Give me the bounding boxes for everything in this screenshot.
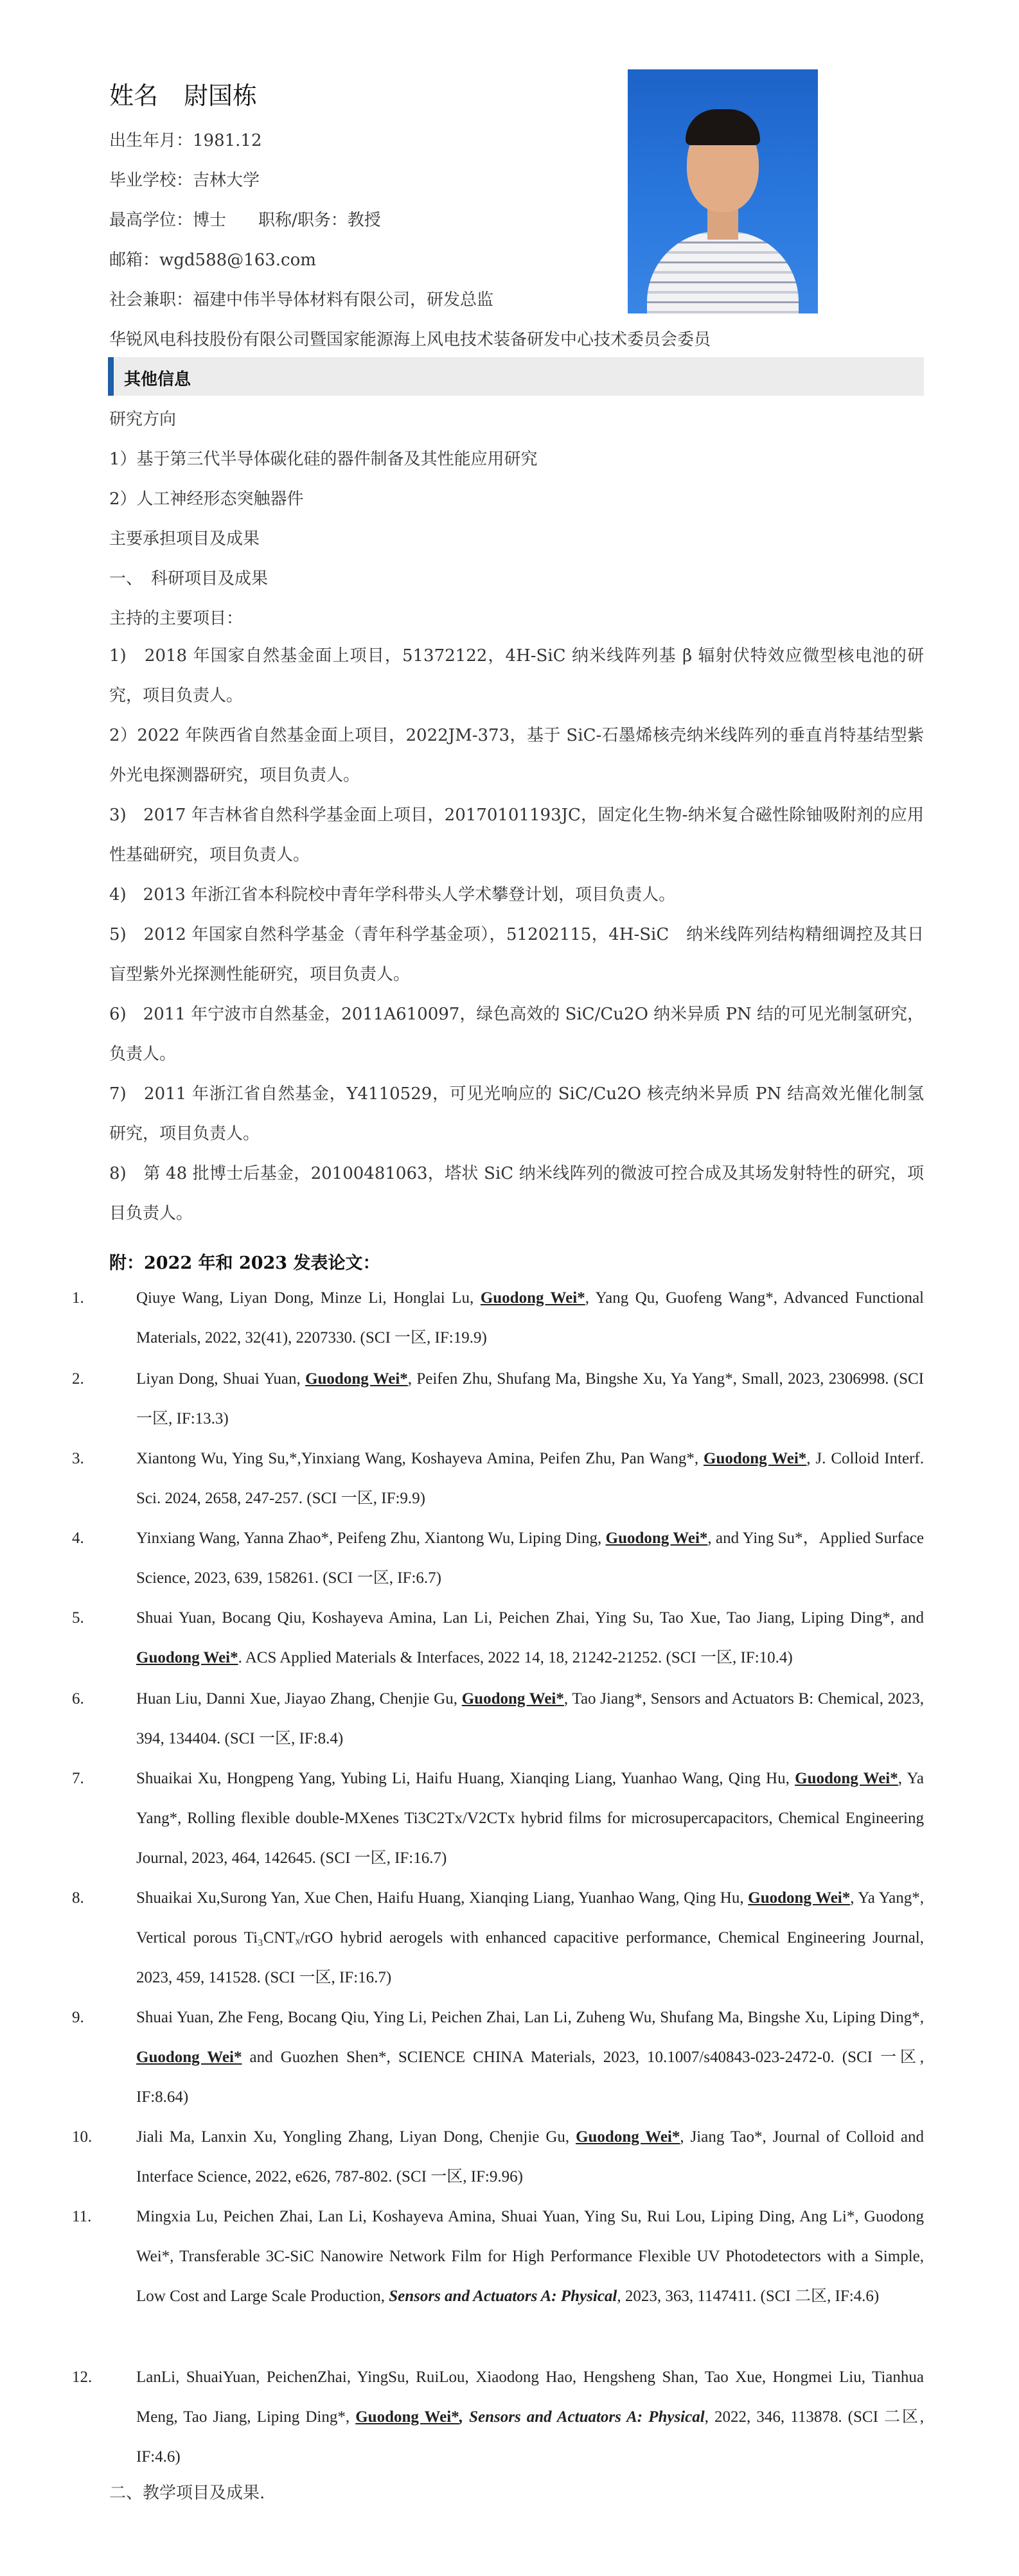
research-item-1: 1）基于第三代半导体碳化硅的器件制备及其性能应用研究 <box>109 450 538 469</box>
school: 毕业学校：吉林大学 <box>109 171 260 190</box>
highlighted-author: Guodong Wei* <box>305 1370 408 1388</box>
publication-journal: , Sensors and Actuators A: Physical <box>459 2408 705 2426</box>
publication-number: 2. <box>72 1370 84 1388</box>
publication-text <box>136 1998 924 2117</box>
publication-authors: Jiali Ma, Lanxin Xu, Yongling Zhang, Liyan Dong, Chenjie Gu, <box>136 2128 576 2146</box>
publication-text <box>136 2197 924 2316</box>
project-item: 4) 2013 年浙江省本科院校中青年学科带头人学术攀登计划，项目负责人。 <box>109 885 676 904</box>
publication-number: 9. <box>72 2009 84 2026</box>
publication-number: 7. <box>72 1770 84 1787</box>
section-header <box>108 357 924 396</box>
publication-authors: Mingxia Lu, Peichen Zhai, Lan Li, Koshayeva Amina, Shuai Yuan, Ying Su, Rui Lou, Liping Ding, Ang Li*, Guodong Wei*, Transferable 3C-SiC Nanowire Network Film for High Performance Flexible UV Photodetectors with a Simple, Low Cost and Large Scale Production, <box>136 2208 924 2305</box>
publication-journal: Sensors and Actuators A: Physical <box>389 2288 617 2305</box>
highlighted-author: Guodong Wei* <box>480 1289 585 1307</box>
publication-details: , Ya Yang*, Vertical porous Ti₃CNTₓ/rGO hybrid aerogels with enhanced capacitive performance, Chemical Engineering Journal, 2023, 459, 141528. (SCI 一区, IF:16.7) <box>136 1889 924 1986</box>
publication-number: 10. <box>72 2128 93 2146</box>
publication-text <box>136 1359 924 1439</box>
job-title: 职称/职务：教授 <box>258 211 381 230</box>
publication-text <box>136 1759 924 1878</box>
profile-photo <box>628 69 818 313</box>
publication-details: , Yang Qu, Guofeng Wang*, Advanced Functional Materials, 2022, 32(41), 2207330. (SCI 一区, IF:19.9) <box>136 1289 925 1346</box>
project-item: 7) 2011 年浙江省自然基金，Y4110529，可见光响应的 SiC/Cu2O 核壳纳米异质 PN 结高效光催化制氢研究，项目负责人。 <box>109 1084 924 1143</box>
highlighted-author: Guodong Wei* <box>136 2049 242 2066</box>
highlighted-author: Guodong Wei* <box>605 1530 708 1547</box>
papers-heading: 附：2022 年和 2023 发表论文： <box>109 1253 380 1273</box>
publication-text <box>136 2358 924 2477</box>
publication-details: , Tao Jiang*, Sensors and Actuators B: Chemical, 2023, 394, 134404. (SCI 一区, IF:8.4) <box>136 1690 924 1747</box>
publication-number: 8. <box>72 1889 84 1907</box>
highlighted-author: Guodong Wei* <box>355 2408 459 2426</box>
degree: 最高学位：博士 <box>109 211 227 230</box>
publication-text <box>136 1439 924 1519</box>
publication-number: 5. <box>72 1609 84 1627</box>
social-role-1: 社会兼职：福建中伟半导体材料有限公司，研发总监 <box>109 290 494 310</box>
person-name: 尉国栋 <box>184 82 258 110</box>
publication-authors: Shuai Yuan, Bocang Qiu, Koshayeva Amina, Lan Li, Peichen Zhai, Ying Su, Tao Xue, Tao Jiang, Liping Ding*, and <box>136 1609 924 1627</box>
host-heading: 主持的主要项目： <box>109 609 244 628</box>
projects-heading: 主要承担项目及成果 <box>109 529 260 549</box>
social-role-2: 华锐风电科技股份有限公司暨国家能源海上风电技术装备研发中心技术委员会委员 <box>109 330 711 349</box>
publication-details: , J. Colloid Interf. Sci. 2024, 2658, 247-257. (SCI 一区, IF:9.9) <box>136 1450 925 1507</box>
highlighted-author: Guodong Wei* <box>748 1889 851 1907</box>
birth-date: 出生年月：1981.12 <box>109 131 262 150</box>
highlighted-author: Guodong Wei* <box>704 1450 807 1467</box>
research-item-2: 2）人工神经形态突触器件 <box>109 490 304 509</box>
project-item: 5) 2012 年国家自然科学基金（青年科学基金项），51202115，4H-SiC 纳米线阵列结构精细调控及其日盲型紫外光探测性能研究，项目负责人。 <box>109 925 924 984</box>
publication-number: 4. <box>72 1530 84 1547</box>
name-label: 姓名 <box>109 82 159 110</box>
publication-details: , Ya Yang*, Rolling flexible double-MXenes Ti3C2Tx/V2CTx hybrid films for microsupercapacitors, Chemical Engineering Journal, 2023, 464, 142645. (SCI 一区, IF:16.7) <box>136 1770 924 1867</box>
project-item: 6) 2011 年宁波市自然基金，2011A610097，绿色高效的 SiC/Cu2O 纳米异质 PN 结的可见光制氢研究，负责人。 <box>109 1005 924 1064</box>
project-item: 2）2022 年陕西省自然基金面上项目，2022JM-373，基于 SiC-石墨烯核壳纳米线阵列的垂直肖特基结型紫外光电探测器研究，项目负责人。 <box>109 726 924 785</box>
publication-details: , 2023, 363, 1147411. (SCI 二区, IF:4.6) <box>617 2288 880 2305</box>
publication-details: , and Ying Su*，Applied Surface Science, 2023, 639, 158261. (SCI 一区, IF:6.7) <box>136 1530 925 1587</box>
publication-authors: Huan Liu, Danni Xue, Jiayao Zhang, Chenjie Gu, <box>136 1690 462 1707</box>
publication-number: 1. <box>72 1289 84 1307</box>
publication-details: , Peifen Zhu, Shufang Ma, Bingshe Xu, Ya Yang*, Small, 2023, 2306998. (SCI 一区, IF:13.3) <box>136 1370 925 1427</box>
publication-authors: Shuaikai Xu, Hongpeng Yang, Yubing Li, Haifu Huang, Xianqing Liang, Yuanhao Wang, Qing Hu, <box>136 1770 795 1787</box>
teaching-heading: 二、教学项目及成果. <box>109 2483 265 2503</box>
highlighted-author: Guodong Wei* <box>795 1770 898 1787</box>
project-item: 8) 第 48 批博士后基金，20100481063，塔状 SiC 纳米线阵列的微波可控合成及其场发射特性的研究，项目负责人。 <box>109 1164 924 1223</box>
project-item: 1) 2018 年国家自然基金面上项目，51372122，4H-SiC 纳米线阵列基 β 辐射伏特效应微型核电池的研究，项目负责人。 <box>109 646 924 705</box>
publication-authors: Yinxiang Wang, Yanna Zhao*, Peifeng Zhu, Xiantong Wu, Liping Ding, <box>136 1530 606 1547</box>
project-item: 3) 2017 年吉林省自然科学基金面上项目，20170101193JC，固定化生物-纳米复合磁性除铀吸附剂的应用性基础研究，项目负责人。 <box>109 806 924 865</box>
section-title: 其他信息 <box>124 370 191 389</box>
degree-title-row <box>109 207 381 231</box>
publication-details: , Jiang Tao*, Journal of Colloid and Interface Science, 2022, e626, 787-802. (SCI 一区, IF:9.96) <box>136 2128 924 2185</box>
highlighted-author: Guodong Wei* <box>136 1649 238 1666</box>
name-line <box>109 76 257 111</box>
sub-heading: 一、 科研项目及成果 <box>109 569 269 588</box>
publication-text <box>136 1519 924 1598</box>
email: 邮箱：wgd588@163.com <box>109 251 316 270</box>
publication-text <box>136 1278 924 1358</box>
publication-authors: Shuaikai Xu,Surong Yan, Xue Chen, Haifu Huang, Xianqing Liang, Yuanhao Wang, Qing Hu, <box>136 1889 749 1907</box>
publication-details: . ACS Applied Materials & Interfaces, 2022 14, 18, 21242-21252. (SCI 一区, IF:10.4) <box>238 1649 793 1666</box>
research-heading: 研究方向 <box>109 410 177 429</box>
publication-details: and Guozhen Shen*, SCIENCE CHINA Materials, 2023, 10.1007/s40843-023-2472-0. (SCI 一区, IF:8.64) <box>136 2049 924 2106</box>
publication-authors: Liyan Dong, Shuai Yuan, <box>136 1370 306 1388</box>
publication-text <box>136 1598 924 1678</box>
publication-details: , 2022, 346, 113878. (SCI 二区, IF:4.6) <box>136 2408 924 2466</box>
publication-authors: Xiantong Wu, Ying Su,*,Yinxiang Wang, Koshayeva Amina, Peifen Zhu, Pan Wang*, <box>136 1450 704 1467</box>
publication-number: 11. <box>72 2208 92 2225</box>
publication-number: 3. <box>72 1450 84 1467</box>
publication-text <box>136 2117 924 2197</box>
publication-number: 12. <box>72 2369 93 2386</box>
publication-authors: Qiuye Wang, Liyan Dong, Minze Li, Honglai Lu, <box>136 1289 481 1307</box>
highlighted-author: Guodong Wei* <box>576 2128 680 2146</box>
publication-text <box>136 1679 924 1759</box>
publication-number: 6. <box>72 1690 84 1707</box>
publication-authors: LanLi, ShuaiYuan, PeichenZhai, YingSu, RuiLou, Xiaodong Hao, Hengsheng Shan, Tao Xue, Hongmei Liu, Tianhua Meng, Tao Jiang, Liping Ding*, <box>136 2369 924 2426</box>
publication-text <box>136 1878 924 1998</box>
highlighted-author: Guodong Wei* <box>461 1690 564 1707</box>
publication-authors: Shuai Yuan, Zhe Feng, Bocang Qiu, Ying Li, Peichen Zhai, Lan Li, Zuheng Wu, Shufang Ma, Bingshe Xu, Liping Ding*, <box>136 2009 924 2026</box>
